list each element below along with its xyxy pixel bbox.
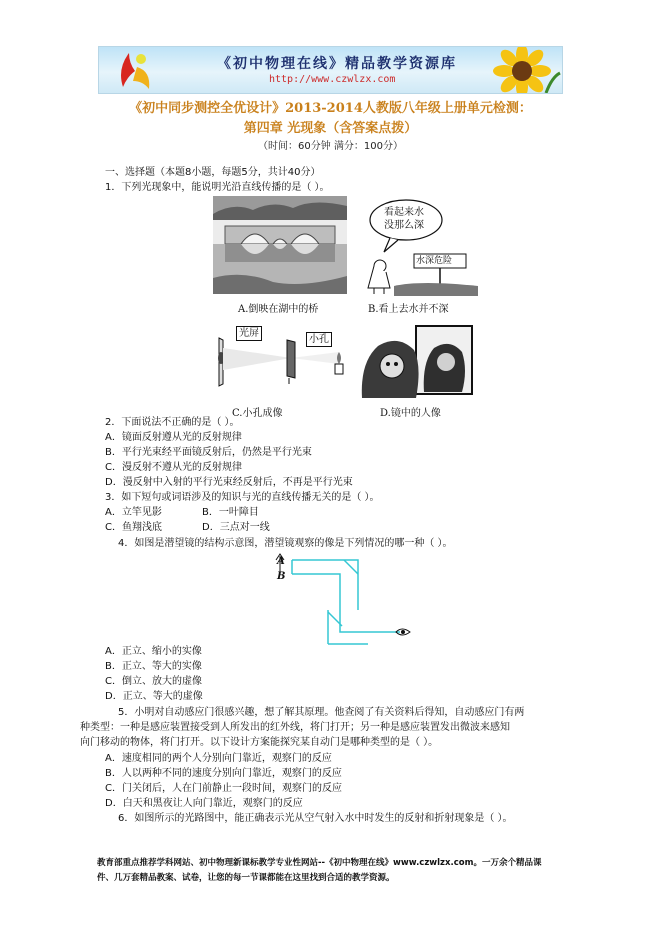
q4-option-c: C．倒立、放大的虚像 xyxy=(105,676,202,687)
section-heading: 一、选择题（本题8小题，每题5分，共计40分） xyxy=(105,167,321,178)
periscope-diagram xyxy=(270,550,420,646)
page-footer xyxy=(97,856,567,886)
q4-stem: 4．如图是潜望镜的结构示意图，潜望镜观察的像是下列情况的哪一种（ ）。 xyxy=(118,538,453,549)
q5-option-c: C．门关闭后，人在门前静止一段时间，观察门的反应 xyxy=(105,783,342,794)
q2-option-c: C．漫反射不遵从光的反射规律 xyxy=(105,462,242,473)
caption-d: D.镜中的人像 xyxy=(380,408,441,419)
footer-line2: 件、几万套精品教案、试卷，让您的每一节课都能在这里找到合适的教学资源。 xyxy=(97,873,395,883)
exam-meta: （时间：60分钟 满分：100分） xyxy=(258,141,403,152)
bridge-reflection-figure xyxy=(213,196,347,294)
sunflower-icon xyxy=(482,47,562,93)
q5-line3: 向门移动的物体，将门打开。以下设计方案能探究某自动门是哪种类型的是（ ）。 xyxy=(80,737,439,748)
page-subtitle: 第四章 光现象（含答案点拨） xyxy=(243,121,418,136)
q4-option-d: D．正立、等大的虚像 xyxy=(105,691,203,702)
bubble-line2: 没那么深 xyxy=(384,220,424,231)
q5-line2: 种类型：一种是感应装置接受到人所发出的红外线，将门打开；另一种是感应装置发出微波来感知 xyxy=(80,722,510,733)
q3-option-d: D．三点对一线 xyxy=(202,522,270,533)
q3-stem: 3．如下短句或词语涉及的知识与光的直线传播无关的是（ ）。 xyxy=(105,492,380,503)
page-title: 《初中同步测控全优设计》2013-2014人教版八年级上册单元检测： xyxy=(129,101,532,116)
periscope-label-a: A xyxy=(277,556,285,567)
bubble-line1: 看起来水 xyxy=(384,207,424,218)
q4-option-b: B．正立、等大的实像 xyxy=(105,661,202,672)
caption-b: B.看上去水并不深 xyxy=(368,304,449,315)
banner-url[interactable]: http://www.czwlzx.com xyxy=(269,74,396,85)
q5-line1: 5．小明对自动感应门很感兴趣，想了解其原理。他查阅了有关资料后得知，自动感应门有两 xyxy=(118,707,525,718)
pinhole-label: 小孔 xyxy=(306,332,332,347)
caption-c: C.小孔成像 xyxy=(232,408,283,419)
screen-label: 光屏 xyxy=(236,326,262,341)
periscope-label-b: B xyxy=(277,571,286,582)
q3-option-a: A．立竿见影 xyxy=(105,507,162,518)
q3-option-b: B．一叶障目 xyxy=(202,507,259,518)
q2-option-a: A．镜面反射遵从光的反射规律 xyxy=(105,432,242,443)
q3-option-c: C．鱼翔浅底 xyxy=(105,522,162,533)
q2-option-b: B．平行光束经平面镜反射后，仍然是平行光束 xyxy=(105,447,312,458)
q4-option-a: A．正立、缩小的实像 xyxy=(105,646,202,657)
q1-stem: 1．下列光现象中，能说明光沿直线传播的是（ ）。 xyxy=(105,182,330,193)
banner xyxy=(98,46,563,94)
banner-title: 《初中物理在线》精品教学资源库 xyxy=(217,56,457,72)
danger-sign: 水深危险 xyxy=(416,256,453,266)
mirror-portrait-figure xyxy=(358,322,474,398)
q6-stem: 6．如图所示的光路图中，能正确表示光从空气射入水中时发生的反射和折射现象是（ ）。 xyxy=(118,813,513,824)
q2-stem: 2．下面说法不正确的是（ ）。 xyxy=(105,417,240,428)
q5-option-b: B．人以两种不同的速度分别向门靠近，观察门的反应 xyxy=(105,768,342,779)
logo-icon xyxy=(107,47,167,93)
caption-a: A.倒映在湖中的桥 xyxy=(238,304,319,315)
footer-line1: 教育部重点推荐学科网站、初中物理新课标教学专业性网站--《初中物理在线》www.czwlzx.com。一万余个精品课 xyxy=(97,858,542,868)
q5-option-a: A．速度相同的两个人分别向门靠近，观察门的反应 xyxy=(105,753,332,764)
q2-option-d: D．漫反射中入射的平行光束经反射后，不再是平行光束 xyxy=(105,477,353,488)
q5-option-d: D．白天和黑夜让人向门靠近，观察门的反应 xyxy=(105,798,303,809)
